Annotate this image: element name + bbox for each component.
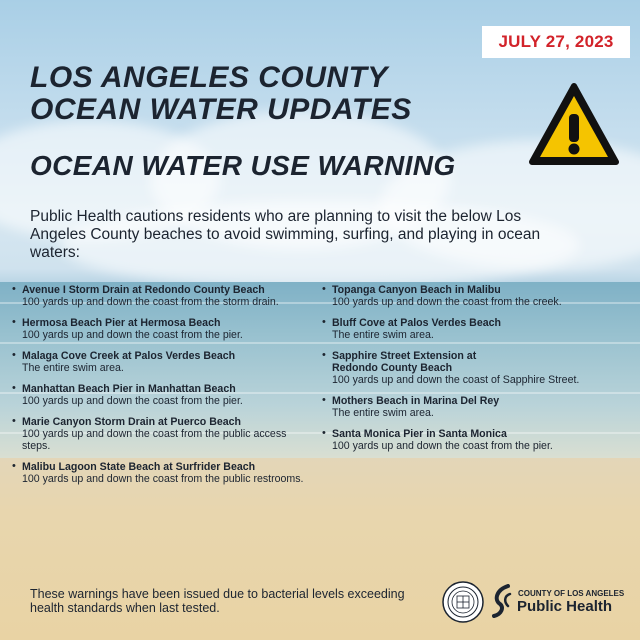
- county-seal-icon: [442, 581, 484, 623]
- list-item: • Sapphire Street Extension at Redondo County Beach 100 yards up and down the coast of Sapphire Street.: [320, 350, 630, 386]
- beach-name: Malaga Cove Creek at Palos Verdes Beach: [22, 350, 236, 362]
- list-item: • Topanga Canyon Beach in Malibu 100 yards up and down the coast from the creek.: [320, 284, 630, 308]
- list-item: • Mothers Beach in Marina Del Rey The entire swim area.: [320, 395, 630, 419]
- beach-description: 100 yards up and down the coast from the pier.: [332, 440, 553, 452]
- beach-description: 100 yards up and down the coast from the pier.: [22, 395, 243, 407]
- beach-name: Bluff Cove at Palos Verdes Beach: [332, 317, 501, 329]
- beach-name: Hermosa Beach Pier at Hermosa Beach: [22, 317, 221, 329]
- logo-public-health-text: Public Health: [517, 598, 613, 615]
- beach-description: 100 yards up and down the coast from the creek.: [332, 296, 562, 308]
- list-item: • Manhattan Beach Pier in Manhattan Beach 100 yards up and down the coast from the pier.: [10, 383, 310, 407]
- beach-name: Malibu Lagoon State Beach at Surfrider Beach: [22, 461, 256, 473]
- footer-note: These warnings have been issued due to bacterial levels exceeding health standards when last tested.: [30, 587, 405, 615]
- page-title: [30, 62, 510, 126]
- intro-text: Public Health cautions residents who are planning to visit the below Los Angeles County beaches to avoid swimming, surfing, and playing in ocean waters:: [30, 208, 541, 261]
- logo-county-text: COUNTY OF LOS ANGELES: [518, 589, 625, 598]
- public-health-logo-icon: [490, 584, 514, 618]
- list-item: • Avenue I Storm Drain at Redondo County Beach 100 yards up and down the coast from the storm drain.: [10, 284, 310, 308]
- beach-list-left: [10, 284, 310, 494]
- beach-name: Mothers Beach in Marina Del Rey: [332, 395, 500, 407]
- list-item: • Marie Canyon Storm Drain at Puerco Beach 100 yards up and down the coast from the public access steps.: [10, 416, 310, 452]
- beach-name: Topanga Canyon Beach in Malibu: [332, 284, 501, 296]
- beach-description: 100 yards up and down the coast from the public access steps.: [22, 428, 287, 452]
- list-item: • Malibu Lagoon State Beach at Surfrider Beach 100 yards up and down the coast from the public restrooms.: [10, 461, 310, 485]
- beach-description: The entire swim area.: [22, 362, 124, 374]
- list-item: • Malaga Cove Creek at Palos Verdes Beach The entire swim area.: [10, 350, 310, 374]
- beach-name: Manhattan Beach Pier in Manhattan Beach: [22, 383, 236, 395]
- beach-name: Marie Canyon Storm Drain at Puerco Beach: [22, 416, 241, 428]
- beach-description: 100 yards up and down the coast from the pier.: [22, 329, 243, 341]
- beach-description: 100 yards up and down the coast from the storm drain.: [22, 296, 279, 308]
- beach-name: Santa Monica Pier in Santa Monica: [332, 428, 507, 440]
- beach-description: The entire swim area.: [332, 407, 434, 419]
- list-item: • Santa Monica Pier in Santa Monica 100 yards up and down the coast from the pier.: [320, 428, 630, 452]
- date-badge: JULY 27, 2023: [482, 26, 630, 58]
- beach-name: Avenue I Storm Drain at Redondo County Beach: [22, 284, 265, 296]
- title-line-1: LOS ANGELES COUNTY: [30, 61, 388, 94]
- title-line-2: OCEAN WATER UPDATES: [30, 93, 412, 126]
- beach-description: 100 yards up and down the coast of Sapphire Street.: [332, 374, 580, 386]
- beach-list-right: [320, 284, 630, 461]
- beach-name: Sapphire Street Extension at Redondo County Beach: [332, 350, 477, 374]
- warning-heading: OCEAN WATER USE WARNING: [30, 150, 456, 181]
- list-item: • Bluff Cove at Palos Verdes Beach The entire swim area.: [320, 317, 630, 341]
- warning-icon: [528, 82, 620, 168]
- beach-description: 100 yards up and down the coast from the public restrooms.: [22, 473, 304, 485]
- beach-description: The entire swim area.: [332, 329, 434, 341]
- list-item: • Hermosa Beach Pier at Hermosa Beach 100 yards up and down the coast from the pier.: [10, 317, 310, 341]
